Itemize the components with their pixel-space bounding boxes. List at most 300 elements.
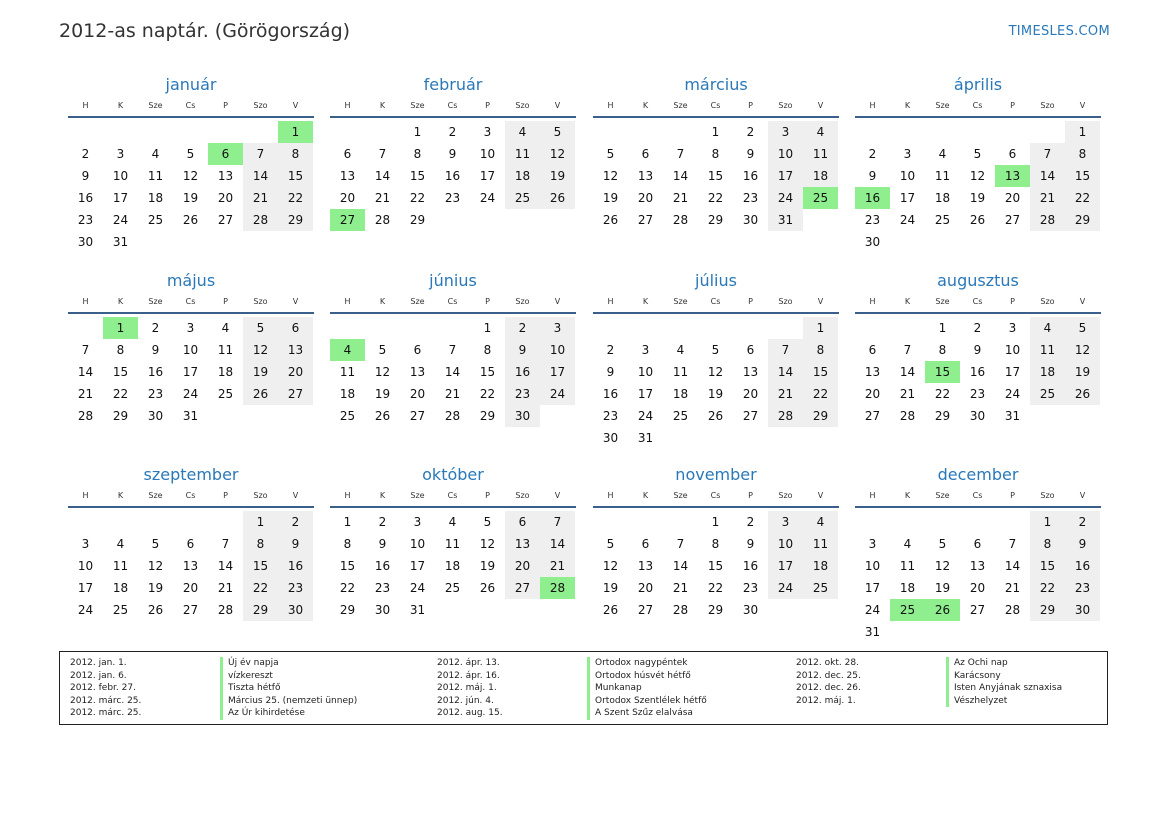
- empty-cell: [628, 317, 663, 339]
- day-cell: 7: [243, 143, 278, 165]
- day-cell: 27: [217, 213, 234, 227]
- weekday-label: P: [485, 491, 490, 500]
- day-cell: 11: [444, 537, 461, 551]
- day-cell: 30: [969, 409, 986, 423]
- day-cell: 13: [339, 169, 356, 183]
- day-cell: 20: [864, 387, 881, 401]
- day-cell: 21: [899, 387, 916, 401]
- day-cell: 7: [1008, 537, 1017, 551]
- day-cell: 12: [540, 143, 575, 165]
- day-cell: 27: [1004, 213, 1021, 227]
- day-cell: 12: [707, 365, 724, 379]
- weekday-label: V: [292, 297, 299, 306]
- holiday-day-cell: 26: [925, 599, 960, 621]
- empty-cell: [103, 511, 138, 533]
- legend-row: [70, 695, 357, 708]
- day-cell: 18: [339, 387, 356, 401]
- day-cell: 23: [864, 213, 881, 227]
- day-cell: 10: [1004, 343, 1021, 357]
- day-cell: 6: [186, 537, 195, 551]
- weekday-label: Sze: [673, 297, 688, 306]
- day-cell: 19: [540, 165, 575, 187]
- day-cell: 25: [147, 213, 164, 227]
- day-cell: 18: [112, 581, 129, 595]
- empty-cell: [960, 511, 995, 533]
- month-calendar: [855, 464, 1101, 643]
- day-cell: 6: [343, 147, 352, 161]
- day-cell: 22: [278, 187, 313, 209]
- weekday-label: Cs: [972, 297, 983, 306]
- day-cell: 11: [934, 169, 951, 183]
- empty-cell: [593, 317, 628, 339]
- day-cell: 18: [672, 387, 689, 401]
- legend-holiday-name: Karácsony: [946, 670, 1001, 683]
- weekday-label: V: [292, 491, 299, 500]
- day-cell: 5: [483, 515, 492, 529]
- empty-cell: [890, 121, 925, 143]
- day-cell: 25: [112, 603, 129, 617]
- weekday-label: V: [554, 491, 561, 500]
- day-cell: 2: [973, 321, 982, 335]
- day-cell: 23: [1065, 577, 1100, 599]
- day-cell: 28: [374, 213, 391, 227]
- empty-cell: [960, 121, 995, 143]
- day-cell: 21: [1004, 581, 1021, 595]
- day-cell: 6: [641, 537, 650, 551]
- day-cell: 13: [864, 365, 881, 379]
- weekday-label: Szo: [515, 101, 530, 110]
- weekday-label: P: [223, 101, 228, 110]
- weekday-label: K: [642, 297, 649, 306]
- month-name: szeptember: [143, 465, 239, 484]
- day-cell: 14: [1004, 559, 1021, 573]
- day-cell: 23: [505, 383, 540, 405]
- legend-holiday-name: Tiszta hétfő: [220, 682, 280, 695]
- day-cell: 21: [243, 187, 278, 209]
- day-cell: 26: [182, 213, 199, 227]
- day-cell: 7: [378, 147, 387, 161]
- day-cell: 8: [1030, 533, 1065, 555]
- day-cell: 27: [182, 603, 199, 617]
- legend-row: [796, 682, 1062, 695]
- day-cell: 9: [505, 339, 540, 361]
- day-cell: 29: [1065, 209, 1100, 231]
- day-cell: 5: [378, 343, 387, 357]
- day-cell: 20: [217, 191, 234, 205]
- day-cell: 5: [151, 537, 160, 551]
- weekday-label: K: [642, 101, 649, 110]
- legend-row: [70, 707, 357, 720]
- legend-holiday-name: Március 25. (nemzeti ünnep): [220, 695, 357, 708]
- empty-cell: [365, 121, 400, 143]
- weekday-label: Sze: [148, 101, 163, 110]
- weekday-label: K: [379, 297, 386, 306]
- legend-date: 2012. aug. 15.: [437, 708, 503, 719]
- empty-cell: [138, 511, 173, 533]
- empty-cell: [68, 317, 103, 339]
- month-calendar: [68, 270, 314, 427]
- day-grid: [68, 317, 314, 427]
- day-cell: 30: [742, 603, 759, 617]
- weekday-label: Szo: [778, 101, 793, 110]
- day-cell: 18: [934, 191, 951, 205]
- day-cell: 24: [864, 603, 881, 617]
- day-cell: 17: [409, 559, 426, 573]
- day-cell: 19: [479, 559, 496, 573]
- empty-cell: [768, 317, 803, 339]
- day-cell: 9: [1065, 533, 1100, 555]
- day-cell: 23: [444, 191, 461, 205]
- legend-row: [437, 682, 707, 695]
- empty-cell: [628, 511, 663, 533]
- weekday-label: H: [82, 297, 89, 306]
- legend-column: [796, 657, 1062, 707]
- empty-cell: [663, 511, 698, 533]
- day-cell: 4: [448, 515, 457, 529]
- day-cell: 19: [182, 191, 199, 205]
- legend-holiday-name: Az Ochi nap: [946, 657, 1008, 670]
- legend-date: 2012. dec. 25.: [796, 670, 861, 681]
- day-cell: 26: [540, 187, 575, 209]
- legend-date: 2012. jún. 4.: [437, 695, 494, 706]
- day-cell: 30: [77, 235, 94, 249]
- day-cell: 22: [112, 387, 129, 401]
- legend-row: [796, 670, 1062, 683]
- day-cell: 29: [112, 409, 129, 423]
- day-cell: 29: [243, 599, 278, 621]
- day-cell: 21: [672, 191, 689, 205]
- weekday-label: K: [379, 101, 386, 110]
- day-cell: 16: [444, 169, 461, 183]
- day-cell: 18: [217, 365, 234, 379]
- day-cell: 5: [1065, 317, 1100, 339]
- weekday-label: Szo: [1040, 101, 1055, 110]
- weekday-label: P: [748, 101, 753, 110]
- day-cell: 4: [676, 343, 685, 357]
- day-cell: 20: [1004, 191, 1021, 205]
- legend-holiday-name: A Szent Szűz elalvása: [587, 707, 693, 720]
- weekday-label: V: [1079, 297, 1086, 306]
- day-cell: 22: [1030, 577, 1065, 599]
- day-cell: 10: [768, 143, 803, 165]
- weekday-label: Sze: [410, 101, 425, 110]
- day-cell: 11: [147, 169, 164, 183]
- day-cell: 21: [540, 555, 575, 577]
- day-cell: 20: [505, 555, 540, 577]
- day-cell: 17: [768, 555, 803, 577]
- day-cell: 27: [409, 409, 426, 423]
- day-cell: 13: [637, 559, 654, 573]
- day-cell: 21: [768, 383, 803, 405]
- day-cell: 9: [868, 169, 877, 183]
- legend-date: 2012. ápr. 16.: [437, 670, 500, 681]
- day-cell: 3: [186, 321, 195, 335]
- day-cell: 25: [672, 409, 689, 423]
- day-cell: 16: [77, 191, 94, 205]
- weekday-label: Cs: [447, 101, 458, 110]
- day-cell: 26: [707, 409, 724, 423]
- day-cell: 28: [672, 213, 689, 227]
- day-cell: 11: [899, 559, 916, 573]
- day-cell: 1: [243, 511, 278, 533]
- day-cell: 17: [479, 169, 496, 183]
- day-cell: 13: [505, 533, 540, 555]
- day-cell: 21: [77, 387, 94, 401]
- day-cell: 18: [803, 555, 838, 577]
- weekday-label: P: [1010, 101, 1015, 110]
- empty-cell: [698, 317, 733, 339]
- empty-cell: [663, 317, 698, 339]
- weekday-label: H: [82, 101, 89, 110]
- day-cell: 5: [540, 121, 575, 143]
- empty-cell: [855, 511, 890, 533]
- day-cell: 27: [742, 409, 759, 423]
- weekday-label: K: [117, 491, 124, 500]
- day-cell: 11: [803, 143, 838, 165]
- weekday-label: Szo: [778, 297, 793, 306]
- weekday-label: H: [344, 491, 351, 500]
- day-cell: 24: [637, 409, 654, 423]
- day-cell: 11: [803, 533, 838, 555]
- day-cell: 29: [479, 409, 496, 423]
- day-cell: 8: [243, 533, 278, 555]
- weekday-label: P: [748, 491, 753, 500]
- day-cell: 23: [742, 581, 759, 595]
- empty-cell: [138, 121, 173, 143]
- day-cell: 17: [768, 165, 803, 187]
- day-cell: 11: [339, 365, 356, 379]
- weekday-label: H: [607, 491, 614, 500]
- weekday-label: H: [607, 101, 614, 110]
- day-cell: 9: [973, 343, 982, 357]
- day-cell: 14: [768, 361, 803, 383]
- month-name: február: [423, 75, 483, 94]
- legend-column: [70, 657, 357, 720]
- day-cell: 24: [409, 581, 426, 595]
- day-cell: 11: [672, 365, 689, 379]
- empty-cell: [173, 511, 208, 533]
- day-cell: 24: [77, 603, 94, 617]
- day-cell: 6: [1008, 147, 1017, 161]
- holiday-day-cell: 25: [803, 187, 838, 209]
- day-cell: 22: [243, 577, 278, 599]
- weekday-header: [68, 96, 314, 118]
- weekday-label: Cs: [185, 297, 196, 306]
- weekday-label: Szo: [253, 101, 268, 110]
- legend-date: 2012. dec. 26.: [796, 683, 861, 694]
- day-cell: 21: [374, 191, 391, 205]
- empty-cell: [243, 121, 278, 143]
- day-cell: 13: [969, 559, 986, 573]
- day-cell: 21: [672, 581, 689, 595]
- day-cell: 18: [1030, 361, 1065, 383]
- month-calendar: [330, 74, 576, 231]
- day-cell: 1: [1030, 511, 1065, 533]
- day-cell: 19: [707, 387, 724, 401]
- day-cell: 30: [147, 409, 164, 423]
- day-cell: 5: [606, 147, 615, 161]
- day-cell: 10: [768, 533, 803, 555]
- day-cell: 28: [1030, 209, 1065, 231]
- day-cell: 31: [864, 625, 881, 639]
- day-cell: 13: [409, 365, 426, 379]
- month-calendar: [593, 464, 839, 621]
- month-calendar: [855, 74, 1101, 253]
- day-cell: 13: [217, 169, 234, 183]
- weekday-label: Szo: [1040, 491, 1055, 500]
- day-cell: 7: [81, 343, 90, 357]
- month-name: november: [675, 465, 757, 484]
- day-cell: 8: [413, 147, 422, 161]
- weekday-header: [593, 96, 839, 118]
- day-cell: 2: [606, 343, 615, 357]
- day-cell: 20: [637, 581, 654, 595]
- day-cell: 19: [243, 361, 278, 383]
- day-cell: 29: [707, 213, 724, 227]
- weekday-label: Sze: [935, 101, 950, 110]
- day-cell: 17: [1004, 365, 1021, 379]
- day-cell: 15: [278, 165, 313, 187]
- legend-holiday-name: Isten Anyjának sznaxisa: [946, 682, 1062, 695]
- day-cell: 24: [182, 387, 199, 401]
- weekday-header: [68, 292, 314, 314]
- day-cell: 7: [448, 343, 457, 357]
- day-cell: 6: [641, 147, 650, 161]
- day-cell: 26: [479, 581, 496, 595]
- day-cell: 13: [278, 339, 313, 361]
- weekday-label: H: [82, 491, 89, 500]
- day-cell: 31: [1004, 409, 1021, 423]
- day-cell: 7: [676, 147, 685, 161]
- holiday-day-cell: 1: [103, 317, 138, 339]
- day-cell: 26: [147, 603, 164, 617]
- day-cell: 24: [112, 213, 129, 227]
- legend-date: 2012. jan. 6.: [70, 670, 127, 681]
- weekday-label: Cs: [710, 297, 721, 306]
- day-cell: 22: [409, 191, 426, 205]
- weekday-label: Cs: [710, 101, 721, 110]
- weekday-label: H: [344, 297, 351, 306]
- day-grid: [330, 121, 576, 231]
- empty-cell: [68, 511, 103, 533]
- day-cell: 28: [672, 603, 689, 617]
- weekday-label: Cs: [447, 491, 458, 500]
- day-cell: 12: [243, 339, 278, 361]
- weekday-label: Sze: [935, 297, 950, 306]
- site-link[interactable]: TIMESLES.COM: [1008, 24, 1110, 39]
- day-cell: 20: [969, 581, 986, 595]
- day-cell: 12: [147, 559, 164, 573]
- day-cell: 8: [711, 537, 720, 551]
- day-cell: 22: [339, 581, 356, 595]
- empty-cell: [208, 121, 243, 143]
- weekday-label: Szo: [515, 491, 530, 500]
- day-cell: 15: [1030, 555, 1065, 577]
- day-cell: 30: [602, 431, 619, 445]
- day-cell: 9: [448, 147, 457, 161]
- day-cell: 2: [278, 511, 313, 533]
- day-cell: 11: [217, 343, 234, 357]
- legend-row: [437, 695, 707, 708]
- day-cell: 5: [973, 147, 982, 161]
- weekday-label: Sze: [148, 491, 163, 500]
- day-cell: 11: [505, 143, 540, 165]
- day-cell: 3: [483, 125, 492, 139]
- day-cell: 16: [147, 365, 164, 379]
- day-cell: 25: [444, 581, 461, 595]
- weekday-header: [330, 486, 576, 508]
- weekday-label: Sze: [410, 297, 425, 306]
- page-title: 2012-as naptár. (Görögország): [59, 20, 351, 42]
- day-cell: 31: [409, 603, 426, 617]
- day-cell: 15: [112, 365, 129, 379]
- day-cell: 26: [374, 409, 391, 423]
- day-cell: 15: [1065, 165, 1100, 187]
- day-cell: 30: [742, 213, 759, 227]
- day-cell: 27: [505, 577, 540, 599]
- empty-cell: [593, 121, 628, 143]
- day-cell: 29: [803, 405, 838, 427]
- weekday-label: P: [223, 297, 228, 306]
- empty-cell: [995, 511, 1030, 533]
- empty-cell: [1030, 121, 1065, 143]
- day-cell: 20: [182, 581, 199, 595]
- day-cell: 14: [374, 169, 391, 183]
- day-cell: 28: [899, 409, 916, 423]
- day-cell: 22: [479, 387, 496, 401]
- day-cell: 31: [637, 431, 654, 445]
- day-cell: 4: [938, 147, 947, 161]
- day-cell: 24: [768, 577, 803, 599]
- day-cell: 30: [864, 235, 881, 249]
- day-cell: 12: [934, 559, 951, 573]
- day-cell: 24: [479, 191, 496, 205]
- weekday-header: [593, 486, 839, 508]
- day-cell: 23: [77, 213, 94, 227]
- day-cell: 1: [938, 321, 947, 335]
- day-cell: 14: [540, 533, 575, 555]
- day-cell: 14: [899, 365, 916, 379]
- month-name: május: [166, 271, 216, 290]
- day-cell: 15: [409, 169, 426, 183]
- day-cell: 27: [864, 409, 881, 423]
- holiday-day-cell: 28: [540, 577, 575, 599]
- day-cell: 4: [803, 121, 838, 143]
- weekday-header: [593, 292, 839, 314]
- day-cell: 18: [505, 165, 540, 187]
- day-cell: 3: [116, 147, 125, 161]
- day-cell: 3: [903, 147, 912, 161]
- weekday-label: H: [607, 297, 614, 306]
- weekday-label: Cs: [447, 297, 458, 306]
- day-cell: 25: [934, 213, 951, 227]
- day-grid: [593, 511, 839, 621]
- day-cell: 26: [602, 603, 619, 617]
- day-cell: 14: [672, 169, 689, 183]
- legend-holiday-name: Új év napja: [220, 657, 279, 670]
- day-cell: 28: [217, 603, 234, 617]
- day-cell: 23: [969, 387, 986, 401]
- day-cell: 28: [77, 409, 94, 423]
- day-cell: 4: [803, 511, 838, 533]
- legend-date: 2012. márc. 25.: [70, 708, 142, 719]
- weekday-label: Cs: [972, 101, 983, 110]
- legend-row: [437, 707, 707, 720]
- day-cell: 22: [707, 191, 724, 205]
- weekday-label: V: [817, 297, 824, 306]
- day-cell: 28: [243, 209, 278, 231]
- day-grid: [855, 121, 1101, 253]
